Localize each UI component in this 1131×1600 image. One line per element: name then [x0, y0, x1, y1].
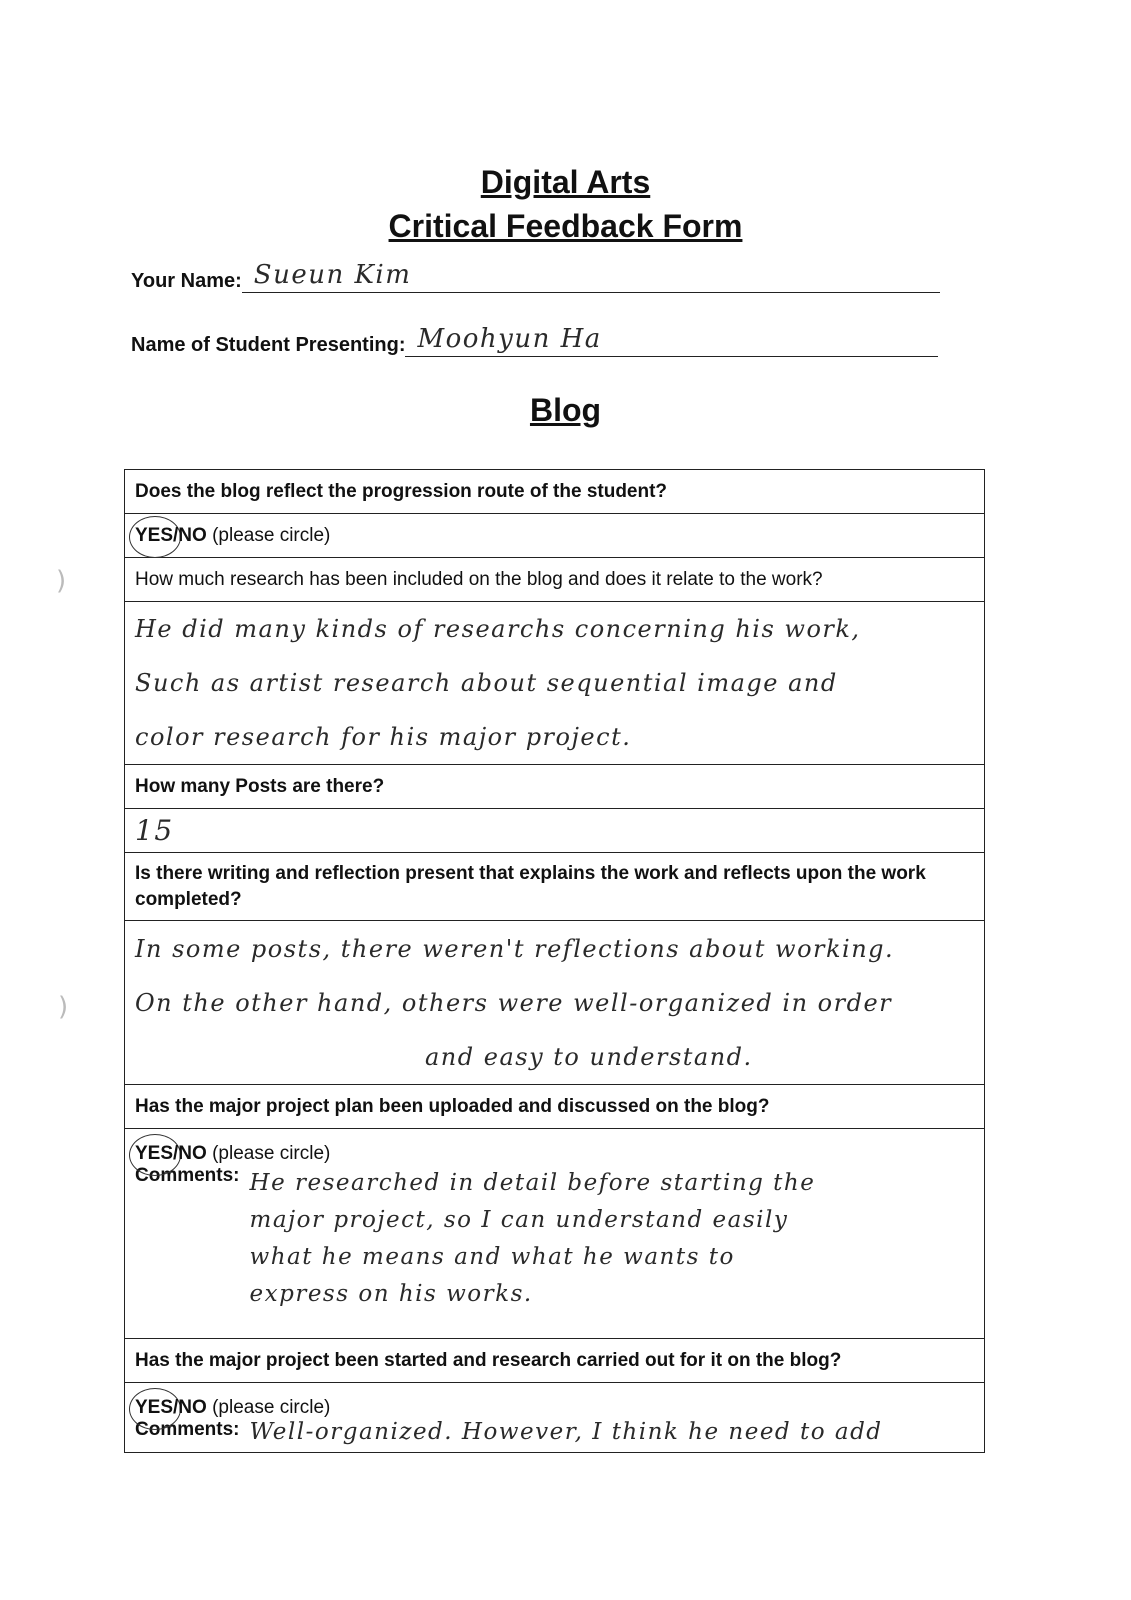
yes-no-row [125, 514, 985, 558]
answer-line: Well-organized. However, I think he need to add [249, 1419, 883, 1445]
answer-research[interactable] [125, 602, 985, 765]
page-title: Digital Arts [480, 164, 651, 200]
form-header [0, 160, 1131, 248]
no-option[interactable]: /NO [173, 1143, 207, 1164]
answer-project-started[interactable] [125, 1383, 985, 1453]
answer-line: what he means and what he wants to [249, 1244, 735, 1270]
answer-line: On the other hand, others were well-organized in order [135, 988, 893, 1017]
question-row [125, 765, 985, 809]
question-row [125, 1339, 985, 1383]
question-reflection: Is there writing and reflection present that explains the work and reflects upon the work completed? [125, 853, 985, 921]
answer-line: and easy to understand. [425, 1042, 753, 1071]
your-name-line[interactable] [242, 262, 940, 293]
answer-line: color research for his major project. [135, 723, 632, 751]
question-project-started: Has the major project been started and research carried out for it on the blog? [125, 1339, 985, 1383]
answer-line: express on his works. [249, 1281, 533, 1307]
margin-mark: ) [58, 992, 69, 1022]
please-circle-hint: (please circle) [212, 1397, 331, 1418]
yes-option[interactable]: YES [135, 525, 173, 546]
question-project-plan: Has the major project plan been uploaded and discussed on the blog? [125, 1085, 985, 1129]
question-research: How much research has been included on the blog and does it relate to the work? [125, 558, 985, 602]
your-name-value: Sueun Kim [253, 260, 412, 290]
answer-posts[interactable] [125, 809, 985, 853]
feedback-table [124, 469, 985, 1453]
your-name-label: Your Name: [131, 270, 242, 292]
question-posts: How many Posts are there? [125, 765, 985, 809]
section-title: Blog [529, 392, 602, 428]
yes-option[interactable]: YES [135, 1143, 173, 1164]
please-circle-hint: (please circle) [212, 524, 331, 546]
answer-reflection[interactable] [125, 921, 985, 1085]
answer-row [125, 809, 985, 853]
answer-row [125, 602, 985, 765]
answer-line: He did many kinds of researchs concerning his work, [135, 615, 861, 643]
presenter-value: Moohyun Ha [417, 324, 602, 354]
question-row [125, 470, 985, 514]
yes-no-progression[interactable] [125, 514, 985, 558]
presenter-field [131, 326, 938, 357]
question-row [125, 558, 985, 602]
page-subtitle: Critical Feedback Form [388, 208, 743, 244]
no-option[interactable]: /NO [173, 1397, 207, 1418]
presenter-line[interactable] [405, 326, 938, 357]
answer-line: major project, so I can understand easily [249, 1207, 789, 1233]
answer-line: In some posts, there weren't reflections about working. [135, 934, 895, 963]
question-row [125, 853, 985, 921]
comments-label: Comments: [135, 1419, 240, 1440]
answer-row [125, 921, 985, 1085]
answer-posts-value: 15 [135, 814, 174, 847]
question-row [125, 1085, 985, 1129]
no-option[interactable]: /NO [173, 524, 207, 546]
answer-line: He researched in detail before starting the [249, 1170, 816, 1196]
yes-option[interactable]: YES [135, 1397, 173, 1418]
please-circle-hint: (please circle) [212, 1143, 331, 1164]
answer-row [125, 1383, 985, 1453]
your-name-field [131, 262, 940, 293]
answer-line: Such as artist research about sequential image and [135, 669, 838, 697]
question-progression: Does the blog reflect the progression route of the student? [125, 470, 985, 514]
presenter-label: Name of Student Presenting: [131, 334, 406, 356]
comments-label: Comments: [135, 1165, 240, 1186]
margin-mark: ) [56, 566, 67, 596]
answer-project-plan[interactable] [125, 1129, 985, 1339]
answer-row [125, 1129, 985, 1339]
